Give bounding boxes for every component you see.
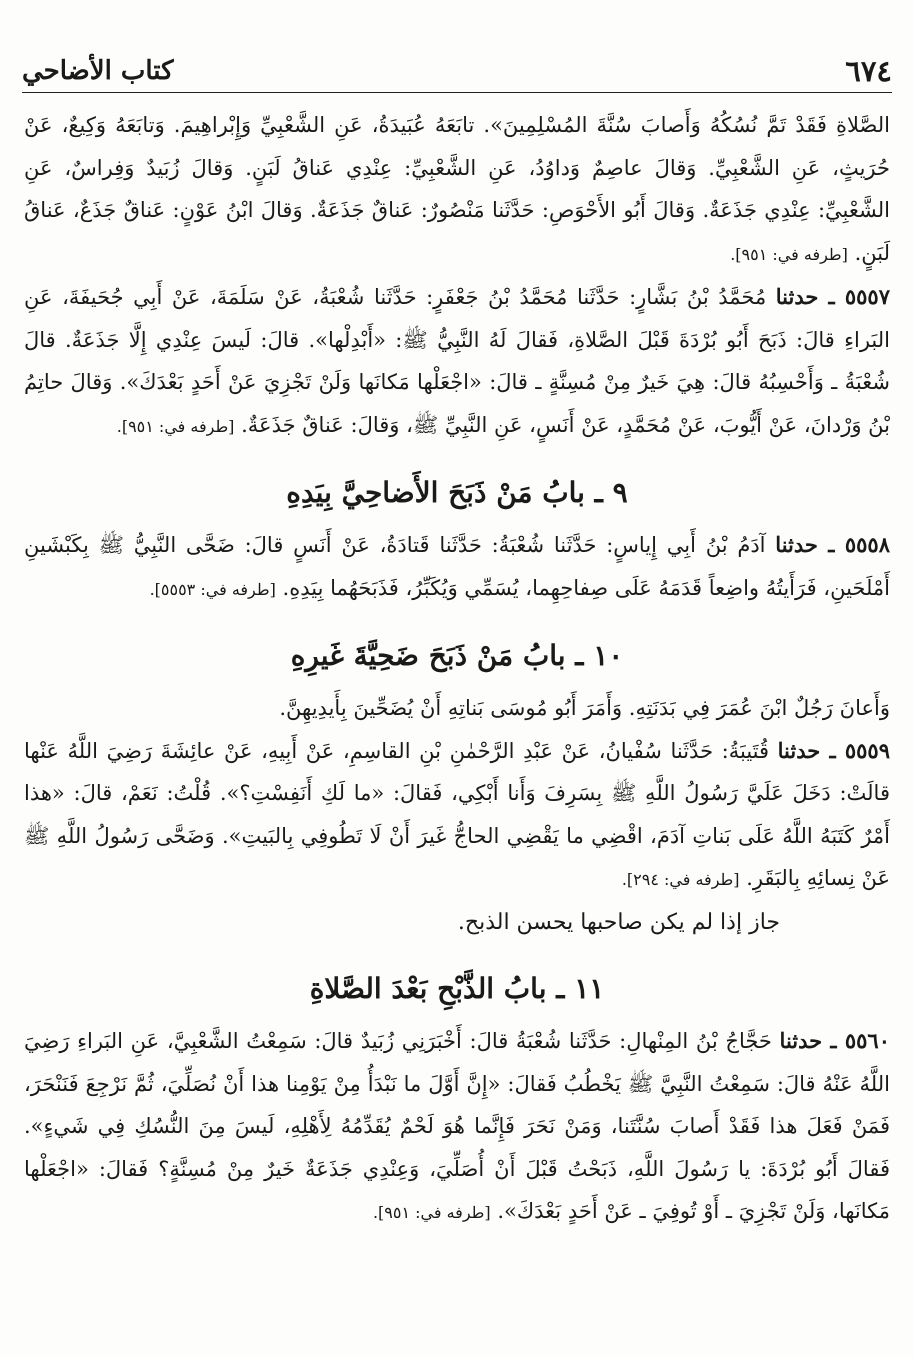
page-header — [22, 50, 892, 93]
continued-paragraph — [24, 104, 890, 276]
chapter-heading-9: ٩ ـ بابُ مَنْ ذَبَحَ الأَضاحِيَّ بِيَدِهِ — [286, 476, 628, 509]
cross-reference: [طرفه في: ٩٥١]. — [730, 244, 848, 264]
narration-word: حدثنا — [779, 1028, 823, 1053]
hadith-5560 — [24, 1020, 890, 1235]
running-title: كتاب الأضاحي — [22, 56, 174, 86]
hadith-number: ٥٥٥٩ — [844, 737, 890, 763]
hadith-text: آدَمُ بْنُ أَبِي إِياسٍ: حَدَّثَنا شُعْبَةُ: حَدَّثَنا قَتادَةُ، عَنْ أَنَسٍ قالَ: ضَحَّى النَّبِيُّ ﷺ بِكَبْشَينِ أَمْلَحَينِ، فَرَأَيتُهُ واضِعاً قَدَمَهُ عَلَى صِفاحِهِما، يُسَمِّي وَيُكَبِّرُ، فَذَبَحَهُما بِيَدِهِ. — [24, 533, 890, 600]
hadith-number: ٥٥٥٧ — [844, 284, 890, 309]
hadith-text: قُتَيبَةُ: حَدَّثَنا سُفْيانُ، عَنْ عَبْدِ الرَّحْمٰنِ بْنِ القاسِمِ، عَنْ أَبِيهِ، عَنْ عائِشَةَ رَضِيَ اللَّهُ عَنْها قالَتْ: دَخَلَ عَلَيَّ رَسُولُ اللَّهِ ﷺ بِسَرِفَ وَأَنا أَبْكِي، فَقالَ: «ما لَكِ أَنَفِسْتِ؟». قُلْتُ: نَعَمْ، قالَ: «هذا أَمْرٌ كَتَبَهُ اللَّهُ عَلَى بَناتِ آدَمَ، اقْضِي ما يَقْضِي الحاجُّ غَيرَ أَنْ لَا تَطُوفِي بِالبَيتِ». وَضَحَّى رَسُولُ اللَّهِ ﷺ عَنْ نِسائِهِ بِالبَقَرِ. — [24, 738, 890, 890]
hadith-dash: ـ — [820, 737, 845, 763]
narration-word: حدثنا — [775, 532, 818, 557]
paragraph-text: الصَّلاةِ فَقَدْ تَمَّ نُسُكُهُ وَأَصابَ سُنَّةَ المُسْلِمِينَ». تابَعَهُ عُبَيدَةُ، عَنِ الشَّعْبِيِّ وَإِبْراهِيمَ. وَتابَعَهُ وَكِيعٌ، عَنْ حُرَيثٍ، عَنِ الشَّعْبِيِّ. وَقالَ عاصِمٌ وَداوُدُ، عَنِ الشَّعْبِيِّ: عِنْدِي عَناقُ لَبَنٍ. وَقالَ زُبَيدٌ وَفِراسٌ، عَنِ الشَّعْبِيِّ: عِنْدِي جَذَعَةٌ. وَقالَ أَبُو الأَحْوَصِ: حَدَّثَنا مَنْصُورٌ: عَناقٌ جَذَعَةٌ. وَقالَ ابْنُ عَوْنٍ: عَناقٌ جَذَعٌ، عَناقُ لَبَنٍ. — [24, 113, 890, 265]
hadith-5558 — [24, 524, 890, 611]
cross-reference: [طرفه في: ٥٥٥٣]. — [149, 579, 276, 599]
hadith-5557 — [24, 276, 890, 448]
hadith-dash: ـ — [818, 284, 845, 309]
hadith-5559 — [24, 730, 890, 902]
hadith-number: ٥٥٦٠ — [844, 1028, 890, 1053]
chapter-intro: وَأَعانَ رَجُلٌ ابْنَ عُمَرَ فِي بَدَنَتِهِ. وَأَمَرَ أَبُو مُوسَى بَناتِهِ أَنْ يُضَحِّينَ بِأَيدِيهِنَّ. — [279, 696, 890, 720]
hadith-number: ٥٥٥٨ — [844, 532, 890, 557]
hadith-dash: ـ — [817, 532, 845, 557]
chapter-heading-10: ١٠ ـ بابُ مَنْ ذَبَحَ ضَحِيَّةَ غَيرِهِ — [290, 639, 624, 672]
page-number: ٦٧٤ — [845, 54, 892, 88]
editorial-note: جاز إذا لم يكن صاحبها يحسن الذبح. — [457, 909, 780, 935]
cross-reference: [طرفه في: ٩٥١]. — [116, 416, 235, 436]
narration-word: حدثنا — [775, 284, 819, 309]
hadith-dash: ـ — [822, 1028, 845, 1053]
page-content — [24, 104, 890, 1235]
cross-reference: [طرفه في: ٩٥١]. — [372, 1203, 491, 1222]
cross-reference: [طرفه في: ٢٩٤]. — [621, 870, 740, 889]
hadith-text: حَجَّاجُ بْنُ المِنْهالِ: حَدَّثَنا شُعْبَةُ قالَ: أَخْبَرَنِي زُبَيدٌ قالَ: سَمِعْتُ الشَّعْبِيَّ، عَنِ البَراءِ رَضِيَ اللَّهُ عَنْهُ قالَ: سَمِعْتُ النَّبِيَّ ﷺ يَخْطُبُ فَقالَ: «إِنَّ أَوَّلَ ما نَبْدَأُ مِنْ يَوْمِنا هذا أَنْ نُصَلِّيَ، ثُمَّ نَرْجِعَ فَنَنْحَرَ، فَمَنْ فَعَلَ هذا فَقَدْ أَصابَ سُنَّتَنا، وَمَنْ نَحَرَ فَإِنَّما هُوَ لَحْمٌ يُقَدِّمُهُ لِأَهْلِهِ، لَيسَ مِنَ النُّسُكِ فِي شَيءٍ». فَقالَ أَبُو بُرْدَةَ: يا رَسُولَ اللَّهِ، ذَبَحْتُ قَبْلَ أَنْ أُصَلِّيَ، وَعِنْدِي جَذَعَةٌ خَيرٌ مِنْ مُسِنَّةٍ؟ فَقالَ: «اجْعَلْها مَكانَها، وَلَنْ تَجْزِيَ ـ أَوْ تُوفِيَ ـ عَنْ أَحَدٍ بَعْدَكَ». — [24, 1029, 890, 1223]
chapter-heading-11: ١١ ـ بابُ الذَّبْحِ بَعْدَ الصَّلاةِ — [309, 972, 605, 1005]
hadith-text: مُحَمَّدُ بْنُ بَشَّارٍ: حَدَّثَنا مُحَمَّدُ بْنُ جَعْفَرٍ: حَدَّثَنا شُعْبَةُ، عَنْ سَلَمَةَ، عَنْ أَبِي جُحَيفَةَ، عَنِ البَراءِ قالَ: ذَبَحَ أَبُو بُرْدَةَ قَبْلَ الصَّلاةِ، فَقالَ لَهُ النَّبِيُّ ﷺ: «أَبْدِلْها». قالَ: لَيسَ عِنْدِي إِلَّا جَذَعَةٌ. قالَ شُعْبَةُ ـ وَأَحْسِبُهُ قالَ: هِيَ خَيرٌ مِنْ مُسِنَّةٍ ـ قالَ: «اجْعَلْها مَكانَها وَلَنْ تَجْزِيَ عَنْ أَحَدٍ بَعْدَكَ». وَقالَ حاتِمُ بْنُ وَرْدانَ، عَنْ أَيُّوبَ، عَنْ مُحَمَّدٍ، عَنْ أَنَسٍ، عَنِ النَّبِيِّ ﷺ، وَقالَ: عَناقٌ جَذَعَةٌ. — [24, 285, 890, 437]
narration-word: حدثنا — [777, 737, 821, 763]
